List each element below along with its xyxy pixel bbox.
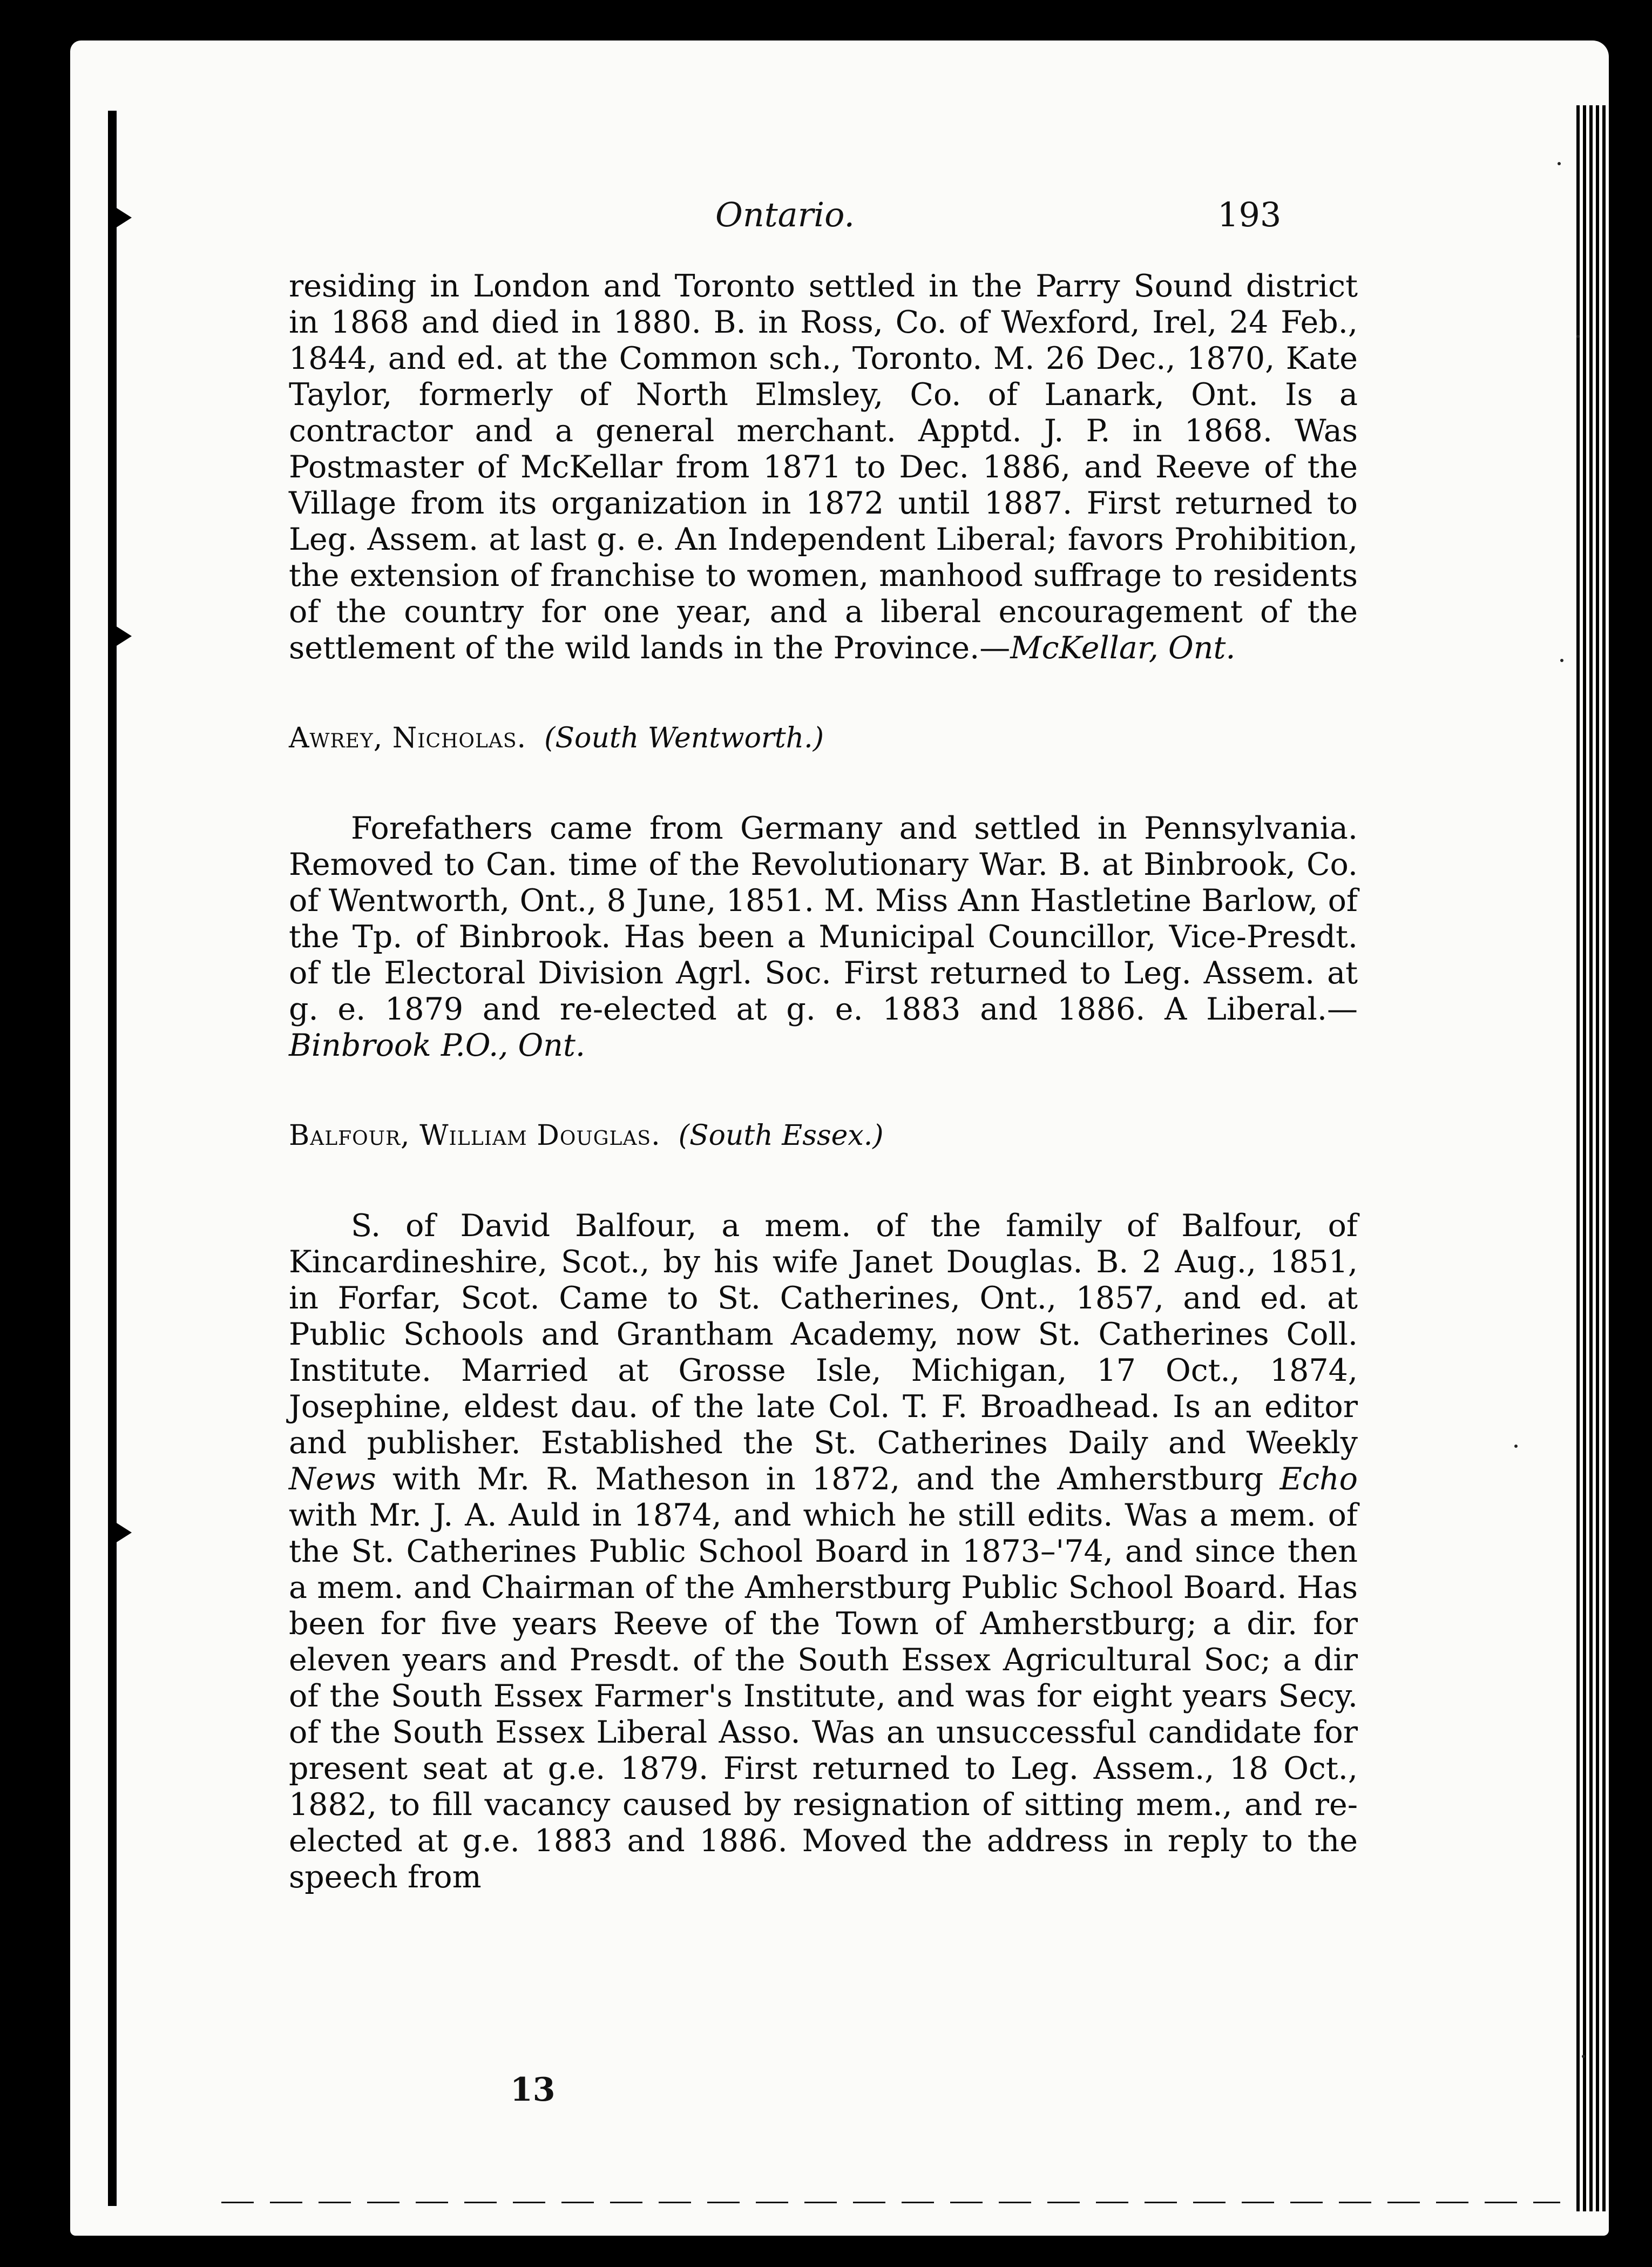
address: Binbrook P.O., Ont. (289, 1028, 585, 1063)
signature-mark: 13 (510, 2071, 556, 2109)
main-text (289, 268, 1358, 1895)
book-page (70, 41, 1609, 2236)
binding-mark (108, 203, 132, 233)
binding-mark (108, 621, 132, 651)
biography-paragraph: Forefathers came from Germany and settled in Pennsylvania. Removed to Can. time of the Revolutionary War. B. at Binbrook, Co. of Wentworth, Ont., 8 June, 1851. M. Miss Ann Hastletine Barlow, of the Tp. of Binbrook. Has been a Municipal Councillor, Vice-Presdt. of tle Electoral Division Agrl. Soc. First returned to Leg. Assem. at g. e. 1879 and re-elected at g. e. 1883 and 1886. A Liberal.—Binbrook P.O., Ont. (289, 811, 1358, 1063)
entry-heading (289, 1118, 1358, 1154)
newspaper-title: News (289, 1461, 376, 1497)
entry-heading (289, 720, 1358, 757)
scan-speck (1576, 335, 1580, 338)
entry-continuation-paragraph: residing in London and Toronto settled in the Parry Sound district in 1868 and died in 1880. B. in Ross, Co. of Wexford, Irel, 24 Feb., 1844, and ed. at the Common sch., Toronto. M. 26 Dec., 1870, Kate Taylor, formerly of North Elmsley, Co. of Lanark, Ont. Is a contractor and a general merchant. Apptd. J. P. in 1868. Was Postmaster of McKellar from 1871 to Dec. 1886, and Reeve of the Village from its organization in 1872 until 1887. First returned to Leg. Assem. at last g. e. An Independent Liberal; favors Prohibition, the extension of franchise to women, manhood suffrage to residents of the country for one year, and a liberal encouragement of the settlement of the wild lands in the Province.—McKellar, Ont. (289, 268, 1358, 666)
page-binding-edge (108, 111, 117, 2206)
scan-speck (1582, 2055, 1585, 2058)
scan-speck (1560, 659, 1563, 662)
member-name: Awrey, Nicholas. (289, 722, 527, 754)
member-name: Balfour, William Douglas. (289, 1119, 661, 1152)
scan-speck (1558, 162, 1561, 165)
bottom-edge-rule (221, 2202, 1560, 2203)
page-right-edge (1576, 105, 1609, 2211)
riding: (South Essex.) (678, 1119, 884, 1152)
biography-paragraph: S. of David Balfour, a mem. of the family of Balfour, of Kincardineshire, Scot., by his wife Janet Douglas. B. 2 Aug., 1851, in Forfar, Scot. Came to St. Catherines, Ont., 1857, and ed. at Public Schools and Grantham Academy, now St. Catherines Coll. Institute. Married at Grosse Isle, Michigan, 17 Oct., 1874, Josephine, eldest dau. of the late Col. T. F. Broadhead. Is an editor and publisher. Established the St. Catherines Daily and Weekly News with Mr. R. Matheson in 1872, and the Amherstburg Echo with Mr. J. A. Auld in 1874, and which he still edits. Was a mem. of the St. Catherines Public School Board in 1873–'74, and since then a mem. and Chairman of the Amherstburg Public School Board. Has been for five years Reeve of the Town of Amherstburg; a dir. for eleven years and Presdt. of the South Essex Agricultural Soc; a dir of the South Essex Farmer's Institute, and was for eight years Secy. of the South Essex Liberal Asso. Was an unsuccessful candidate for present seat at g.e. 1879. First returned to Leg. Assem., 18 Oct., 1882, to fill vacancy caused by resignation of sitting mem., and re-elected at g.e. 1883 and 1886. Moved the address in reply to the speech from (289, 1208, 1358, 1895)
address: McKellar, Ont. (1010, 630, 1236, 666)
newspaper-title: Echo (1279, 1461, 1358, 1497)
scan-speck (1514, 1445, 1518, 1448)
running-head: Ontario. (715, 195, 855, 234)
page-number: 193 (1217, 195, 1282, 234)
riding: (South Wentworth.) (544, 722, 824, 754)
binding-mark (108, 1517, 132, 1548)
